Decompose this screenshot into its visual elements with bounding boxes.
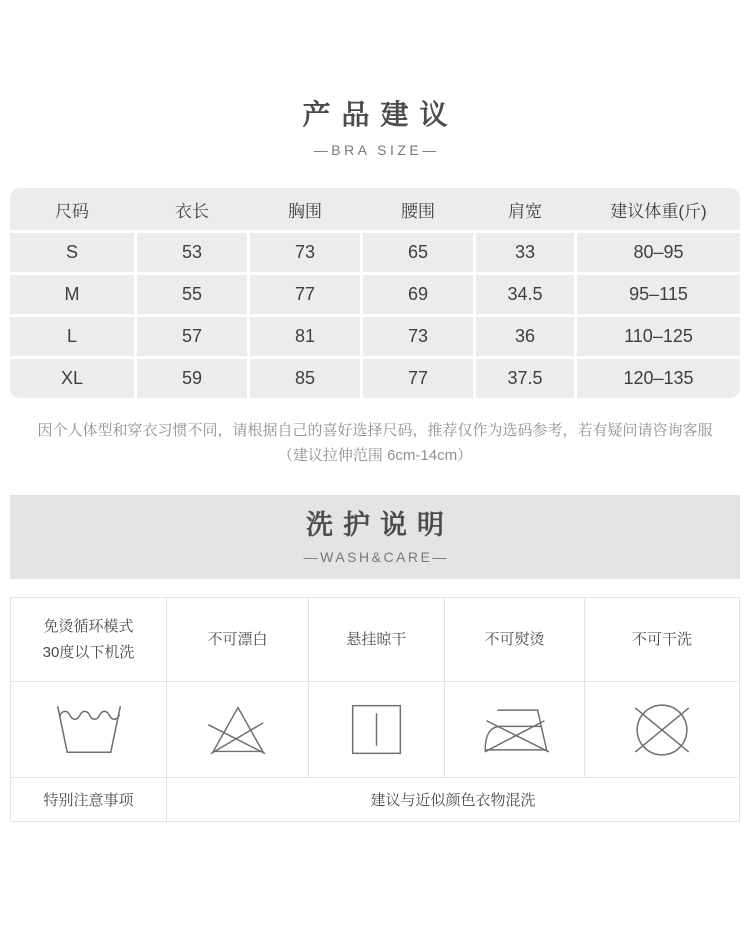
size-cell-value: 55 xyxy=(137,275,247,314)
size-cell-label: L xyxy=(10,317,134,356)
size-table-row xyxy=(10,275,740,314)
care-instruction-label xyxy=(167,598,309,682)
care-instruction-label xyxy=(309,598,445,682)
size-cell-value: 120–135 xyxy=(577,359,740,398)
size-cell-value: 59 xyxy=(137,359,247,398)
care-instruction-label-line: 不可漂白 xyxy=(207,630,268,648)
size-cell-value: 73 xyxy=(363,317,473,356)
care-instruction-label-line: 不可干洗 xyxy=(631,630,692,648)
care-instruction-label xyxy=(445,598,585,682)
size-cell-value: 80–95 xyxy=(577,233,740,272)
size-cell-value: 36 xyxy=(476,317,574,356)
size-cell-value: 77 xyxy=(250,275,360,314)
product-suggestion-subtitle: —BRA SIZE— xyxy=(313,142,440,158)
wash-care-subtitle: —WASH&CARE— xyxy=(303,549,449,565)
care-footer-value: 建议与近似颜色衣物混洗 xyxy=(167,778,740,822)
wash-care-banner xyxy=(10,495,740,579)
size-column-header: 胸围 xyxy=(288,201,322,221)
size-note-line-1: 因个人体型和穿衣习惯不同，请根据自己的喜好选择尺码，推荐仅作为选码参考，若有疑问请咨询客服 xyxy=(37,422,713,439)
size-column-header: 尺码 xyxy=(55,201,89,221)
care-icon-cell xyxy=(167,682,309,778)
do-not-iron-icon xyxy=(476,702,554,758)
size-column-header: 建议体重(斤) xyxy=(610,201,707,221)
size-cell-label: S xyxy=(10,233,134,272)
size-table xyxy=(10,188,740,398)
size-cell-value: 69 xyxy=(363,275,473,314)
care-icon-cell xyxy=(445,682,585,778)
wash-care-section xyxy=(0,495,750,822)
size-cell-value: 77 xyxy=(363,359,473,398)
do-not-bleach-icon xyxy=(206,701,270,758)
size-table-row xyxy=(10,233,740,272)
care-instruction-label-line: 不可熨烫 xyxy=(484,630,545,648)
do-not-dry-clean-icon xyxy=(630,700,694,760)
care-footer-label: 特别注意事项 xyxy=(11,778,167,822)
wash-care-title: 洗护说明 xyxy=(306,510,454,540)
care-footer-row xyxy=(11,778,740,822)
size-note xyxy=(0,418,750,468)
size-cell-value: 33 xyxy=(476,233,574,272)
care-instruction-label xyxy=(11,598,167,682)
size-table-body xyxy=(10,233,740,398)
size-cell-value: 73 xyxy=(250,233,360,272)
size-cell-value: 85 xyxy=(250,359,360,398)
size-table-header-row xyxy=(10,188,740,230)
size-note-line-2: （建议拉伸范围 6cm-14cm） xyxy=(277,447,473,464)
size-column-header: 衣长 xyxy=(175,201,209,221)
size-cell-value: 110–125 xyxy=(577,317,740,356)
care-instruction-label-line: 30度以下机洗 xyxy=(42,643,135,661)
care-icons-row xyxy=(11,682,740,778)
machine-wash-icon xyxy=(51,703,127,756)
size-cell-value: 81 xyxy=(250,317,360,356)
size-cell-label: M xyxy=(10,275,134,314)
size-column-header: 腰围 xyxy=(401,201,435,221)
size-cell-value: 37.5 xyxy=(476,359,574,398)
size-cell-value: 57 xyxy=(137,317,247,356)
care-icon-cell xyxy=(309,682,445,778)
care-table xyxy=(10,597,740,822)
size-cell-value: 95–115 xyxy=(577,275,740,314)
care-instruction-label-line: 免烫循环模式 xyxy=(43,617,134,635)
size-cell-label: XL xyxy=(10,359,134,398)
care-instruction-label xyxy=(585,598,740,682)
size-table-row xyxy=(10,317,740,356)
size-column-header: 肩宽 xyxy=(508,201,542,221)
size-cell-value: 53 xyxy=(137,233,247,272)
size-cell-value: 34.5 xyxy=(476,275,574,314)
care-icon-cell xyxy=(585,682,740,778)
hang-dry-icon xyxy=(349,702,404,757)
care-icon-cell xyxy=(11,682,167,778)
product-suggestion-title: 产品建议 xyxy=(302,99,459,130)
care-labels-row xyxy=(11,598,740,682)
size-cell-value: 65 xyxy=(363,233,473,272)
care-instruction-label-line: 悬挂晾干 xyxy=(346,630,407,648)
size-table-row xyxy=(10,359,740,398)
